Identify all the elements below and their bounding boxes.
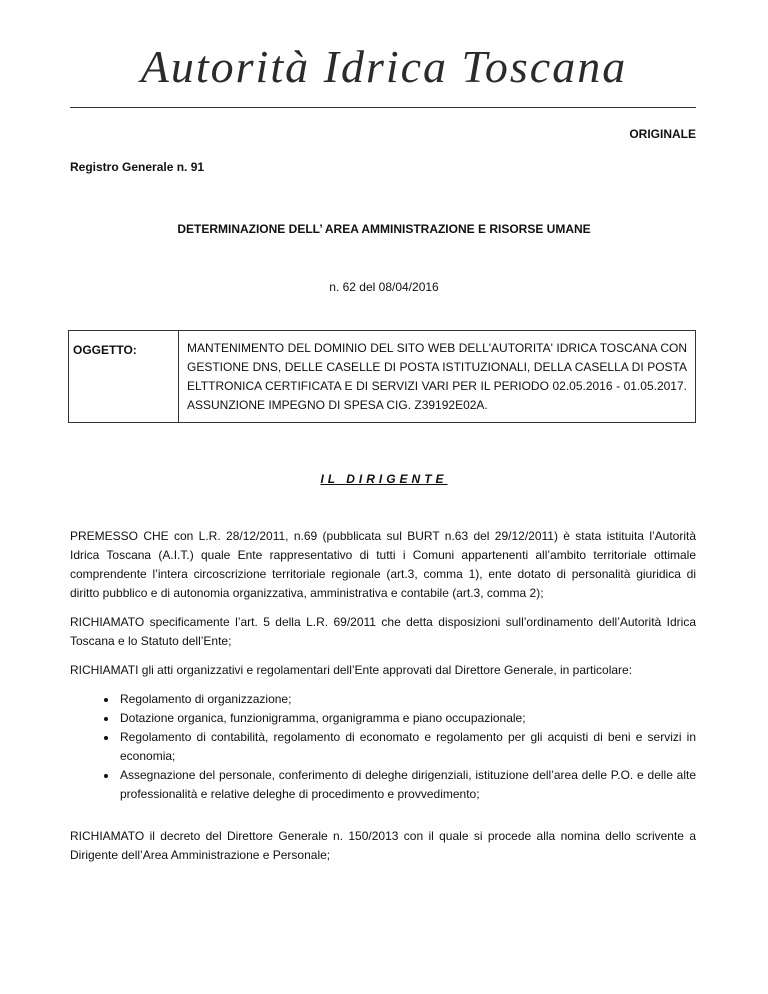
- paragraph-richiamato-art5: RICHIAMATO specificamente l’art. 5 della L.R. 69/2011 che detta disposizioni sull’ordinamento dell’Autorità Idrica Toscana e lo Statuto dell’Ente;: [70, 615, 696, 648]
- subject-text: MANTENIMENTO DEL DOMINIO DEL SITO WEB DELL'AUTORITA' IDRICA TOSCANA CON GESTIONE DNS, DELLE CASELLE DI POSTA ISTITUZIONALI, DELLA CASELLA DI POSTA ELTTRONICA CERTIFICATA E DI SERVIZI VARI PER IL PERIODO 02.05.2016 - 01.05.2017. ASSUNZIONE IMPEGNO DI SPESA CIG. Z39192E02A.: [187, 341, 687, 412]
- list-item: • Regolamento di contabilità, regolamento di economato e regolamento per gli acquisti di beni e servizi in economia;: [118, 728, 696, 766]
- list-item: • Dotazione organica, funzionigramma, organigramma e piano occupazionale;: [118, 709, 696, 728]
- regulations-list: [70, 690, 696, 804]
- registro-generale: Registro Generale n. 91: [70, 160, 205, 174]
- subject-box: [68, 330, 696, 423]
- determination-title: DETERMINAZIONE DELL’ AREA AMMINISTRAZIONE E RISORSE UMANE: [177, 222, 591, 236]
- header-divider: [70, 107, 696, 108]
- section-heading-dirigente: IL DIRIGENTE: [320, 472, 448, 486]
- paragraph-richiamato-decreto: RICHIAMATO il decreto del Direttore Generale n. 150/2013 con il quale si procede alla nomina dello scrivente a Dirigente dell’Area Amministrazione e Personale;: [70, 829, 696, 862]
- letterhead-title: Autorità Idrica Toscana: [140, 41, 628, 92]
- original-label: ORIGINALE: [629, 127, 696, 141]
- subject-label: OGGETTO:: [69, 331, 179, 422]
- list-item: • Assegnazione del personale, conferimento di deleghe dirigenziali, istituzione dell’area delle P.O. e delle alte professionalità e relative deleghe di procedimento e provvedimento;: [118, 766, 696, 804]
- document-body: [70, 527, 696, 875]
- paragraph-richiamati: RICHIAMATI gli atti organizzativi e regolamentari dell’Ente approvati dal Direttore Generale, in particolare:: [70, 663, 633, 677]
- determination-number: n. 62 del 08/04/2016: [329, 280, 439, 294]
- paragraph-premesso: PREMESSO CHE con L.R. 28/12/2011, n.69 (pubblicata sul BURT n.63 del 29/12/2011) è stata istituita l’Autorità Idrica Toscana (A.I.T.) quale Ente rappresentativo di tutti i Comuni appartenenti all’ambito territoriale ottimale comprendente l’intera circoscrizione territoriale regionale (art.3, comma 1), ente dotato di personalità giuridica di diritto pubblico e di autonomia organizzativa, amministrativa e contabile (art.3, comma 2);: [70, 529, 696, 600]
- list-item: • Regolamento di organizzazione;: [118, 690, 696, 709]
